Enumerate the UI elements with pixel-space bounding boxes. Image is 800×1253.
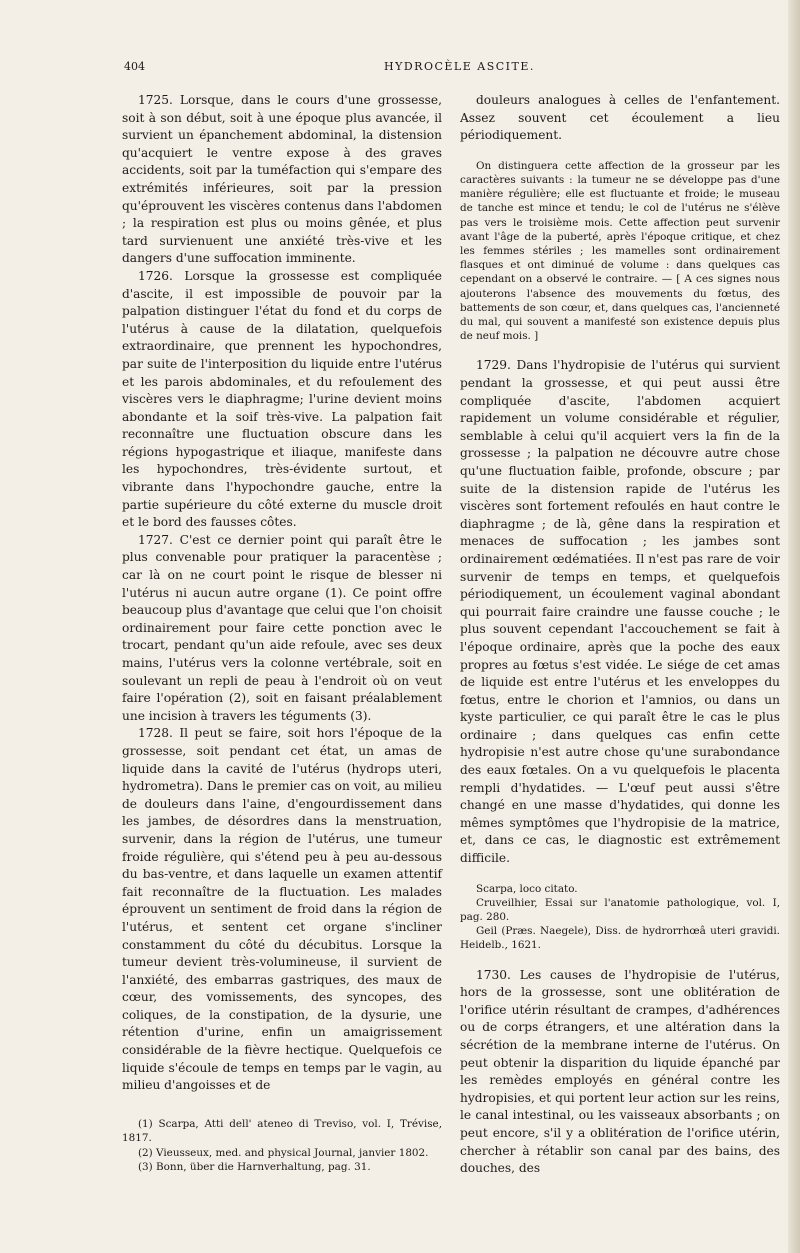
paragraph-1727: 1727. C'est ce dernier point qui paraît être le plus convenable pour pratiquer la paracentèse ; car là on ne court point le risque de blesser ni l'utérus ni aucun autre organe (1). Ce point offre beaucoup plus d'avantage que celui que l'on choisit ordinairement pour faire cette ponction avec le trocart, pendant qu'un aide refoule, avec ses deux mains, l'utérus vers la colonne vertébrale, soit en soulevant un repli de peau à l'endroit où on veut faire l'opération (2), soit en faisant préalablement une incision à travers les téguments (3). bbox=[122, 532, 442, 723]
references bbox=[460, 882, 780, 953]
paragraph-1728: 1728. Il peut se faire, soit hors l'époque de la grossesse, soit pendant cet état, un amas de liquide dans la cavité de l'utérus (hydrops uteri, hydrometra). Dans le premier cas on voit, au milieu de douleurs dans l'aine, d'engourdissement dans les jambes, de désordres dans la menstruation, survenir, dans la région de l'utérus, une tumeur froide régulière, qui s'étend peu à peu au-dessous du bas-ventre, et dans laquelle un examen attentif fait reconnaître de la fluctuation. Les malades éprouvent un sentiment de froid dans la région de l'utérus, et sentent cet organe s'incliner constamment du côté du décubitus. Lorsque la tumeur devient très-volumineuse, il survient de l'anxiété, des embarras gastriques, des maux de cœur, des vomissements, des syncopes, des coliques, de la constipation, de la dysurie, une rétention d'urine, enfin un amaigrissement considérable de la fièvre hectique. Quelquefois ce liquide s'écoule de temps en temps par le vagin, au milieu d'angoisses et de bbox=[122, 726, 442, 1093]
diagnostic-note bbox=[460, 159, 780, 344]
paragraph-1729: 1729. Dans l'hydropisie de l'utérus qui survient pendant la grossesse, et qui peut aussi être compliquée d'ascite, l'abdomen acquiert rapidement un volume considérable et régulier, semblable à celui qu'il acquiert vers la fin de la grossesse ; la palpation ne découvre autre chose qu'une fluctuation faible, profonde, obscure ; par suite de la distension rapide de l'utérus les viscères sont fortement refoulés en haut contre le diaphragme ; de là, gêne dans la respiration et menaces de suffocation ; les jambes sont ordinairement œdématiées. Il n'est pas rare de voir survenir de temps en temps, et quelquefois périodiquement, un écoulement vaginal abondant qui pourrait faire craindre une fausse couche ; le plus souvent cependant l'accouchement se fait à l'époque ordinaire, après que la poche des eaux propres au fœtus s'est vidée. Le siége de cet amas de liquide est entre l'utérus et les enveloppes du fœtus, entre le chorion et l'amnios, ou dans un kyste particulier, ce qui paraît être le cas le plus ordinaire ; dans quelques cas enfin cette hydropisie n'est autre chose qu'une surabondance des eaux fœtales. On a vu quelquefois le placenta rempli d'hydatides. — L'œuf peut aussi s'être changé en une masse d'hydatides, qui donne les mêmes symptômes que l'hydropisie de la matrice, et, dans ce cas, le diagnostic est extrêmement difficile. bbox=[460, 358, 780, 866]
paragraph-1726: 1726. Lorsque la grossesse est compliquée d'ascite, il est impossible de pouvoir par la palpation distinguer l'état du fond et du corps de l'utérus à cause de la dilatation, quelquefois extraordinaire, que prennent les hypochondres, par suite de l'interposition du liquide entre l'utérus et les parois abdominales, et du refoulement des viscères vers le diaphragme; l'urine devient moins abondante et la soif très-vive. La palpation fait reconnaître une fluctuation obscure dans les régions hypogastrique et iliaque, manifeste dans les hypochondres, très-évidente surtout, et vibrante dans l'hypochondre gauche, entre la partie supérieure du côté externe du muscle droit et le bord des fausses côtes. bbox=[122, 268, 442, 530]
footnote-1: (1) Scarpa, Atti dell' ateneo di Treviso, vol. I, Trévise, 1817. bbox=[122, 1117, 442, 1145]
paragraph-1725: 1725. Lorsque, dans le cours d'une grossesse, soit à son début, soit à une époque plus avancée, il survient un épanchement abdominal, la distension qu'acquiert le ventre expose à des graves accidents, soit par la tuméfaction qui s'empare des extrémités inférieures, soit par la pression qu'éprouvent les viscères contenus dans l'abdomen ; la respiration est plus ou moins gênée, et plus tard survienuent une anxiété très-vive et les dangers d'une suffocation imminente. bbox=[122, 93, 442, 266]
footnote-2: (2) Vieusseux, med. and physical Journal, janvier 1802. bbox=[138, 1146, 429, 1159]
footnote-3: (3) Bonn, über die Harnverhaltung, pag. 31. bbox=[138, 1161, 371, 1174]
page-number: 404 bbox=[124, 60, 145, 73]
page-header bbox=[0, 60, 800, 80]
paragraph-1730: 1730. Les causes de l'hydropisie de l'utérus, hors de la grossesse, sont une oblitération de l'orifice utérin résultant de crampes, d'adhérences ou de corps étrangers, et une altération dans la sécrétion de la membrane interne de l'utérus. On peut obtenir la disparition du liquide épanché par les remèdes employés en général contre les hydropisies, et qui portent leur action sur les reins, le canal intestinal, ou les vaisseaux absorbants ; on peut encore, s'il y a oblitération de l'orifice utérin, chercher à rétablir son canal par des bains, des douches, des bbox=[460, 967, 780, 1176]
reference-2: Cruveilhier, Essai sur l'anatomie pathologique, vol. I, pag. 280. bbox=[460, 896, 780, 924]
running-head: HYDROCÈLE ASCITE. bbox=[384, 60, 535, 73]
note-text: On distinguera cette affection de la grosseur par les caractères suivants : la tumeur ne se développe pas d'une manière régulière; elle est fluctuante et froide; le museau de tanche est mince et tendu; le col de l'utérus ne s'élève pas vers le troisième mois. Cette affection peut survenir avant l'âge de la puberté, après l'époque critique, et chez les femmes stériles ; les mamelles sont ordinairement flasques et ont diminué de volume : dans quelques cas cependant on a observé le contraire. — [ A ces signes nous ajouterons l'absence des mouvements du fœtus, des battements de son cœur, et, dans quelques cas, l'ancienneté du mal, qui souvent a manifesté son existence depuis plus de neuf mois. ] bbox=[460, 159, 780, 343]
left-column bbox=[122, 92, 442, 1174]
page-edge bbox=[788, 0, 800, 1253]
paragraph-continued: douleurs analogues à celles de l'enfantement. Assez souvent cet écoulement a lieu périodiquement. bbox=[460, 93, 780, 143]
right-column bbox=[460, 92, 780, 1178]
reference-1: Scarpa, loco citato. bbox=[476, 882, 578, 895]
reference-3: Geil (Præs. Naegele), Diss. de hydrorrhœâ uteri gravidi. Heidelb., 1621. bbox=[460, 925, 780, 952]
footnotes bbox=[122, 1117, 442, 1175]
